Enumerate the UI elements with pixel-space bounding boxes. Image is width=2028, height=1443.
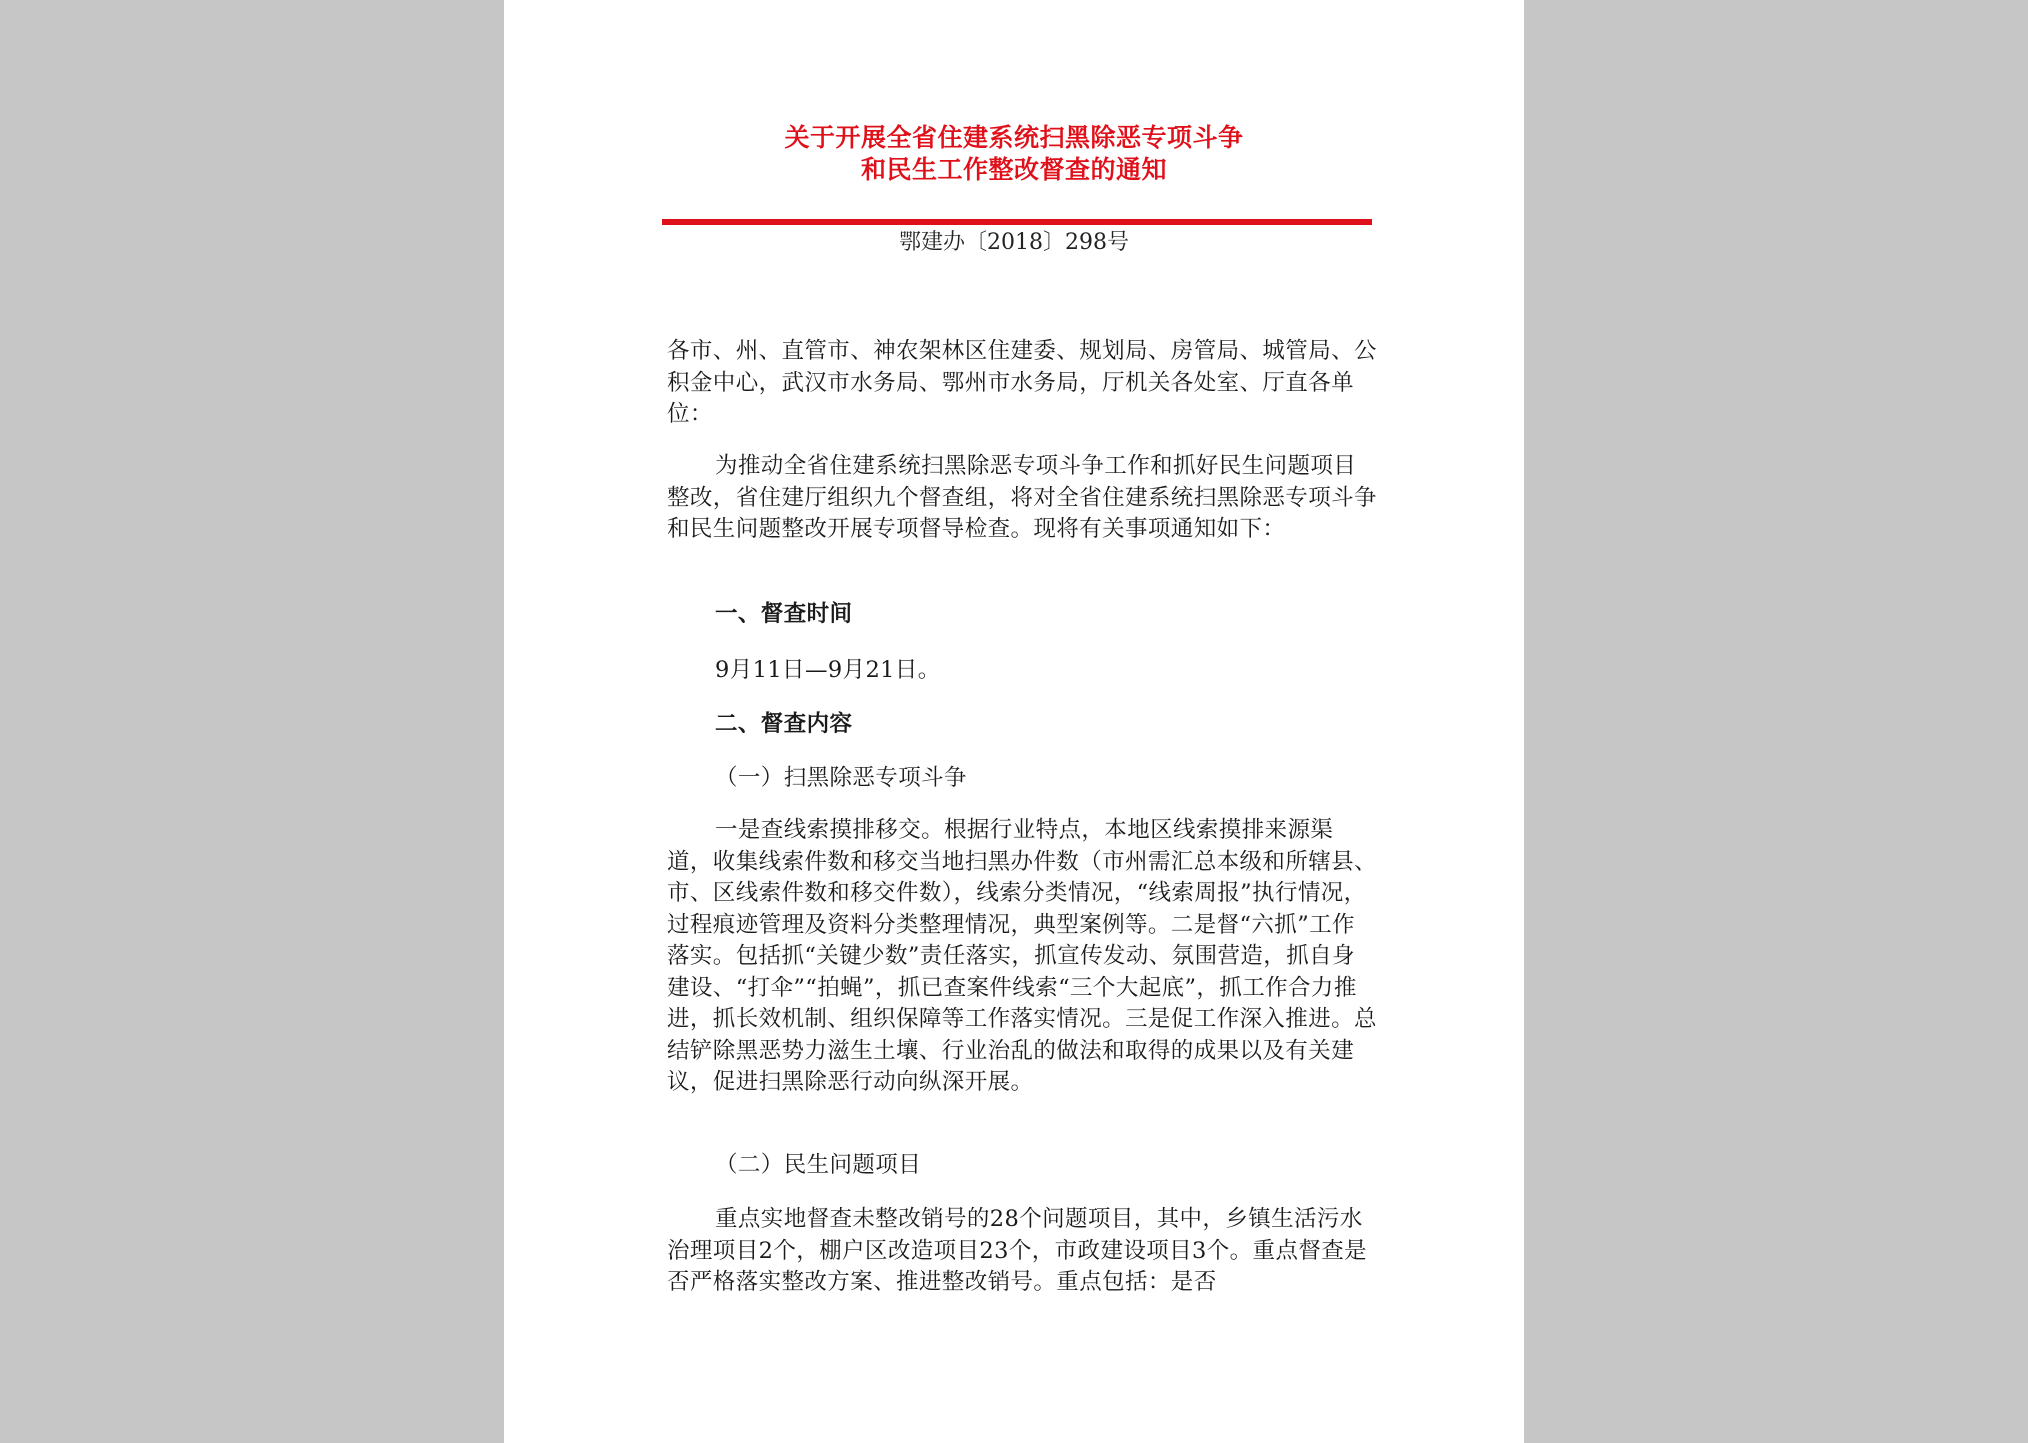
document-number: 鄂建办〔2018〕298号 xyxy=(899,230,1129,255)
salutation: 各市、州、直管市、神农架林区住建委、规划局、房管局、城管局、公积金中心，武汉市水务局、鄂州市水务局，厅机关各处室、厅直各单位： xyxy=(667,338,1377,427)
subsection-heading-livelihood: （二）民生问题项目 xyxy=(715,1152,922,1178)
section-heading-time: 一、督查时间 xyxy=(715,601,853,627)
document-page xyxy=(504,0,1524,1443)
intro-paragraph: 为推动全省住建系统扫黑除恶专项斗争工作和抓好民生问题项目整改，省住建厅组织九个督查组，将对全省住建系统扫黑除恶专项斗争和民生问题整改开展专项督导检查。现将有关事项通知如下： xyxy=(667,453,1377,542)
livelihood-paragraph: 重点实地督查未整改销号的28个问题项目，其中，乡镇生活污水治理项目2个，棚户区改造项目23个，市政建设项目3个。重点督查是否严格落实整改方案、推进整改销号。重点包括：是否 xyxy=(667,1206,1368,1295)
red-header-rule xyxy=(662,219,1372,225)
section-heading-content: 二、督查内容 xyxy=(715,711,853,737)
inspection-time-text: 9月11日—9月21日。 xyxy=(715,657,941,683)
anti-crime-paragraph: 一是查线索摸排移交。根据行业特点，本地区线索摸排来源渠道，收集线索件数和移交当地扫黑办件数（市州需汇总本级和所辖县、市、区线索件数和移交件数），线索分类情况，“线索周报”执行情况，过程痕迹管理及资料分类整理情况，典型案例等。二是督“六抓”工作落实。包括抓“关键少数”责任落实，抓宣传发动、氛围营造，抓自身建设、“打伞”“拍蝇”，抓已查案件线索“三个大起底”，抓工作合力推进，抓长效机制、组织保障等工作落实情况。三是促工作深入推进。总结铲除黑恶势力滋生土壤、行业治乱的做法和取得的成果以及有关建议，促进扫黑除恶行动向纵深开展。 xyxy=(667,817,1377,1095)
subsection-heading-anti-crime: （一）扫黑除恶专项斗争 xyxy=(715,765,967,791)
document-title-line-2: 和民生工作整改督查的通知 xyxy=(860,155,1167,184)
document-title-line-1: 关于开展全省住建系统扫黑除恶专项斗争 xyxy=(784,123,1244,152)
